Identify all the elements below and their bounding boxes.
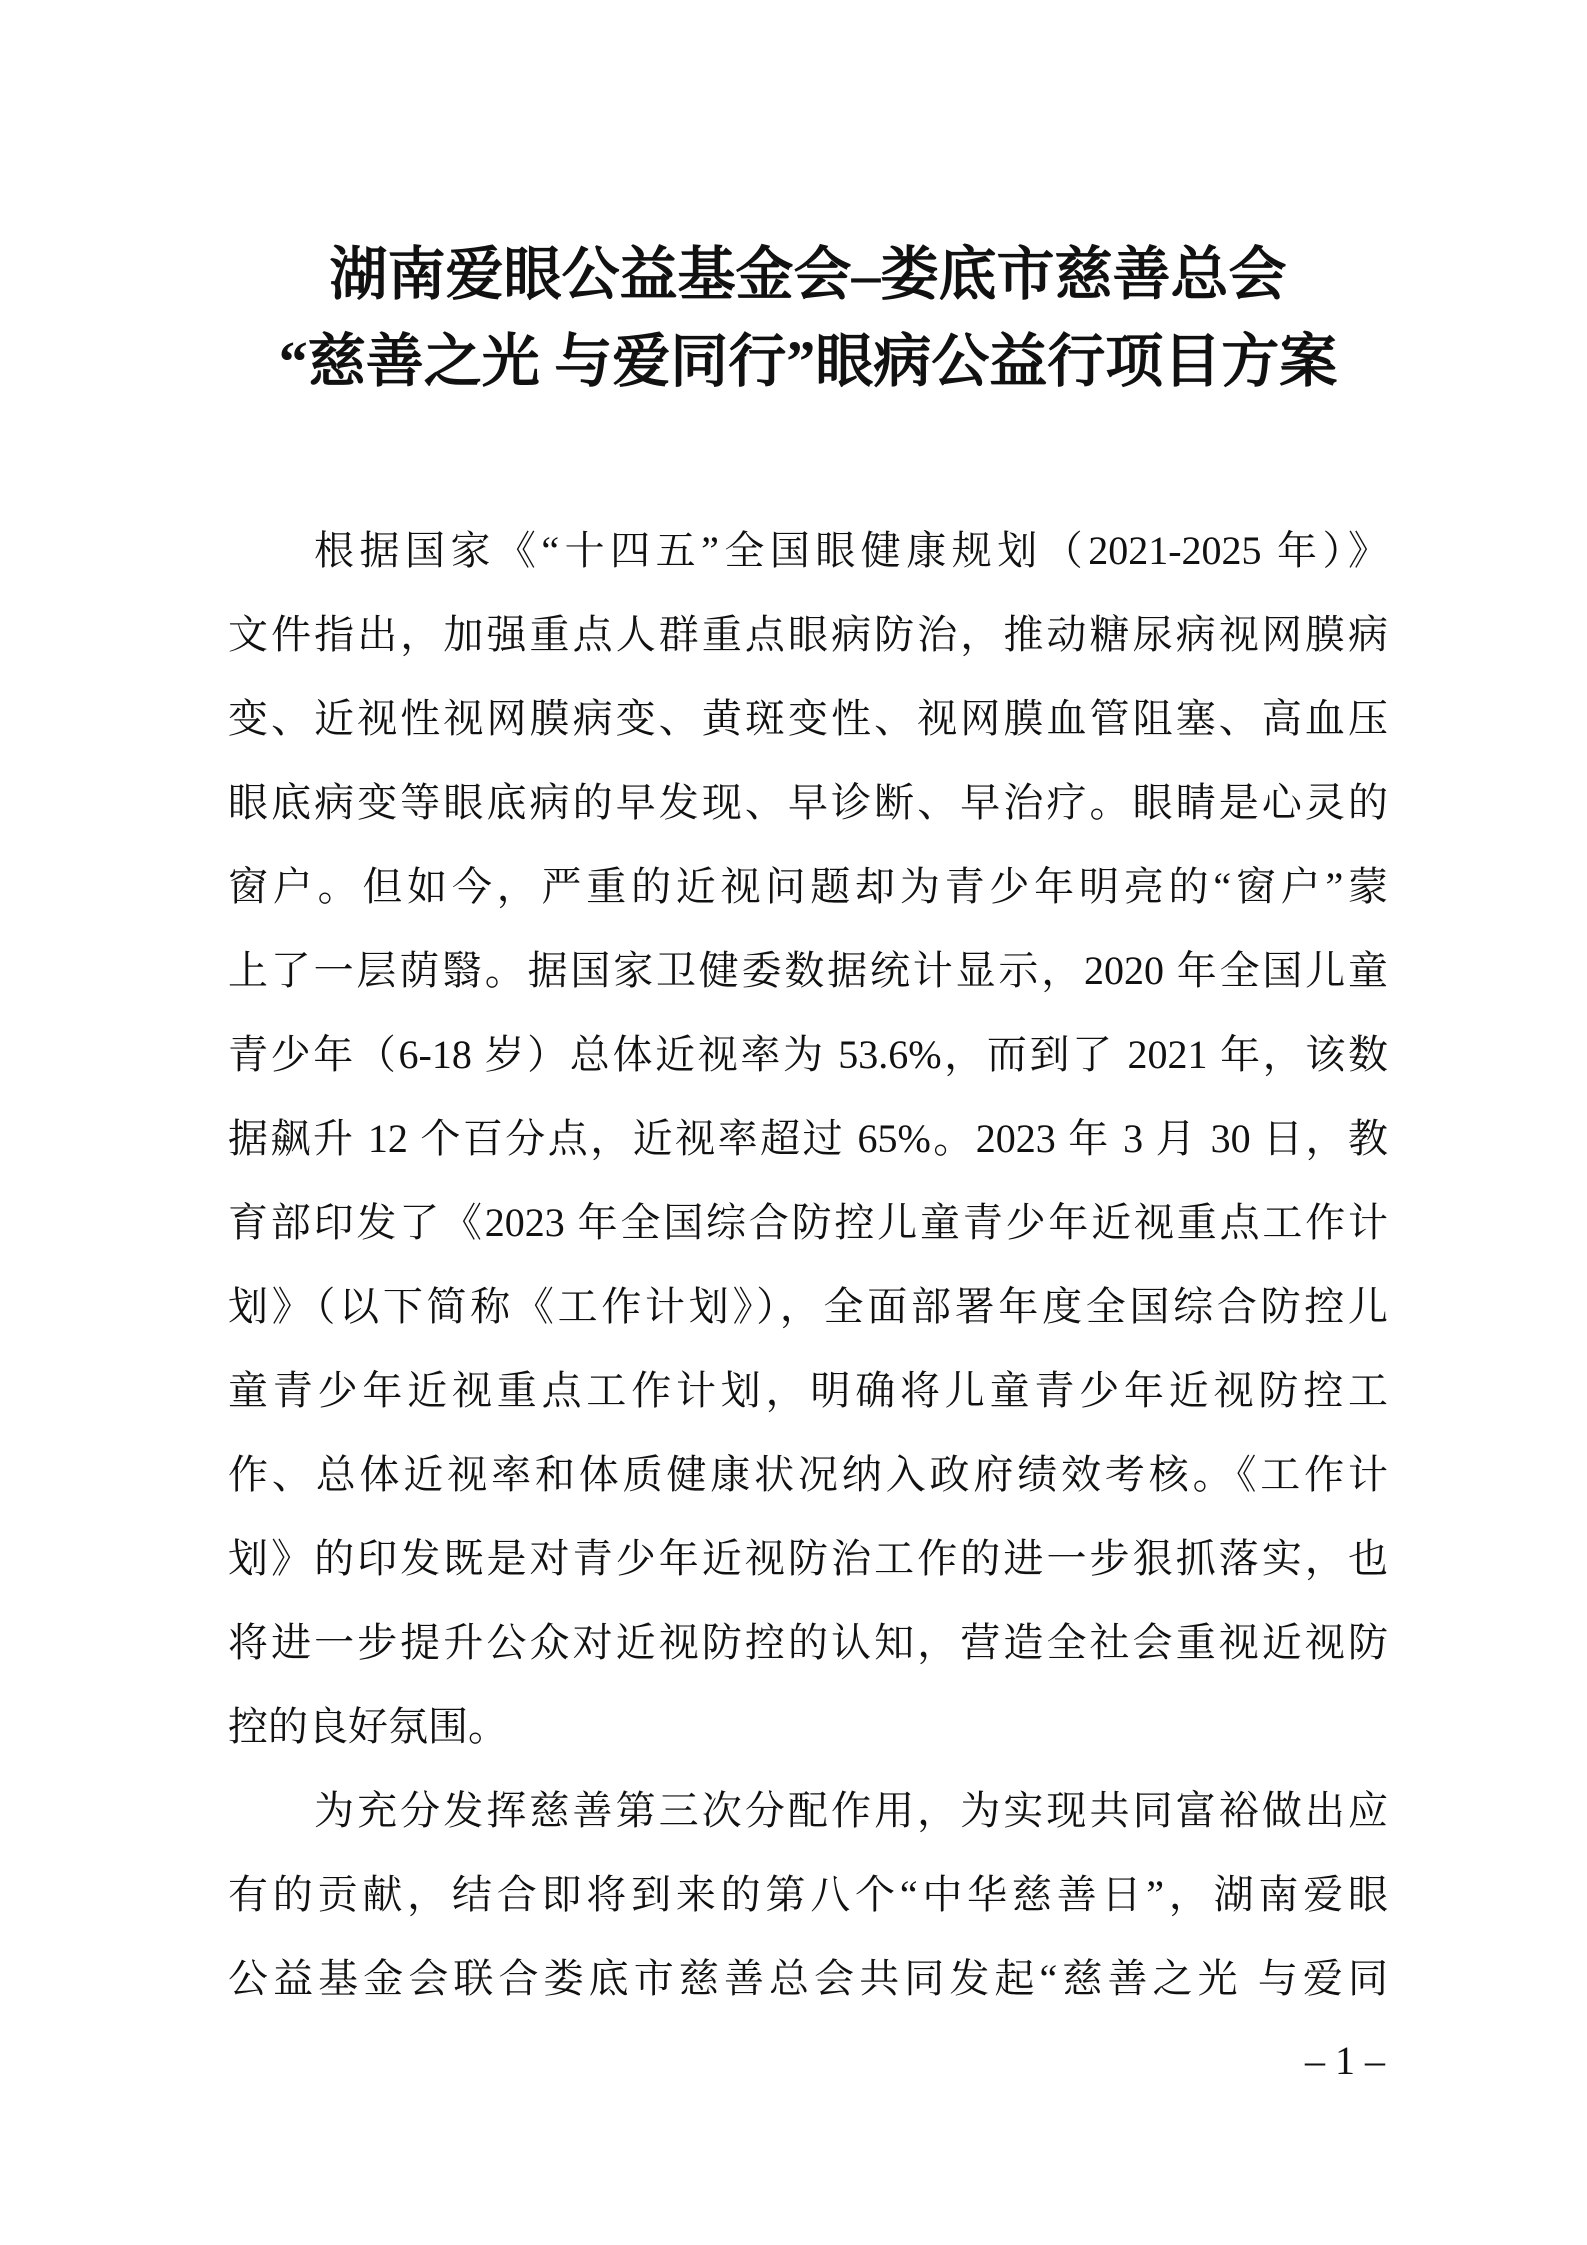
- body-line: 青少年（6-18 岁）总体近视率为 53.6%，而到了 2021 年，该数: [228, 1032, 1388, 1077]
- document-body: [228, 509, 1388, 2021]
- title-line-1: 湖南爱眼公益基金会–娄底市慈善总会: [329, 242, 1287, 307]
- body-line: 眼底病变等眼底病的早发现、早诊断、早治疗。眼睛是心灵的: [228, 780, 1388, 825]
- title-line-2: “慈善之光 与爱同行”眼病公益行项目方案: [278, 329, 1338, 394]
- body-line: 为充分发挥慈善第三次分配作用，为实现共同富裕做出应: [314, 1788, 1388, 1833]
- body-line: 根据国家《“十四五”全国眼健康规划（2021-2025 年）》: [314, 528, 1388, 573]
- body-line: 变、近视性视网膜病变、黄斑变性、视网膜血管阻塞、高血压: [228, 696, 1388, 741]
- body-line: 有的贡献，结合即将到来的第八个“中华慈善日”，湖南爱眼: [228, 1872, 1388, 1917]
- body-line: 育部印发了《2023 年全国综合防控儿童青少年近视重点工作计: [228, 1200, 1388, 1245]
- body-line: 童青少年近视重点工作计划，明确将儿童青少年近视防控工: [228, 1368, 1388, 1413]
- body-line: 控的良好氛围。: [228, 1704, 508, 1749]
- body-line: 上了一层荫翳。据国家卫健委数据统计显示，2020 年全国儿童: [228, 948, 1388, 993]
- paragraph-2: [228, 1769, 1388, 2021]
- page-number: – 1 –: [1305, 2038, 1385, 2083]
- document-title: [228, 231, 1388, 405]
- body-line: 文件指出，加强重点人群重点眼病防治，推动糖尿病视网膜病: [228, 612, 1388, 657]
- body-line: 划》（以下简称《工作计划》），全面部署年度全国综合防控儿: [228, 1284, 1388, 1329]
- body-line: 据飙升 12 个百分点，近视率超过 65%。2023 年 3 月 30 日，教: [228, 1116, 1388, 1161]
- body-line: 将进一步提升公众对近视防控的认知，营造全社会重视近视防: [228, 1620, 1388, 1665]
- body-line: 作、总体近视率和体质健康状况纳入政府绩效考核。《工作计: [228, 1452, 1388, 1497]
- body-line: 公益基金会联合娄底市慈善总会共同发起“慈善之光 与爱同: [228, 1956, 1388, 2001]
- paragraph-1: [228, 509, 1388, 1769]
- body-line: 窗户。但如今，严重的近视问题却为青少年明亮的“窗户”蒙: [228, 864, 1388, 909]
- body-line: 划》的印发既是对青少年近视防治工作的进一步狠抓落实，也: [228, 1536, 1388, 1581]
